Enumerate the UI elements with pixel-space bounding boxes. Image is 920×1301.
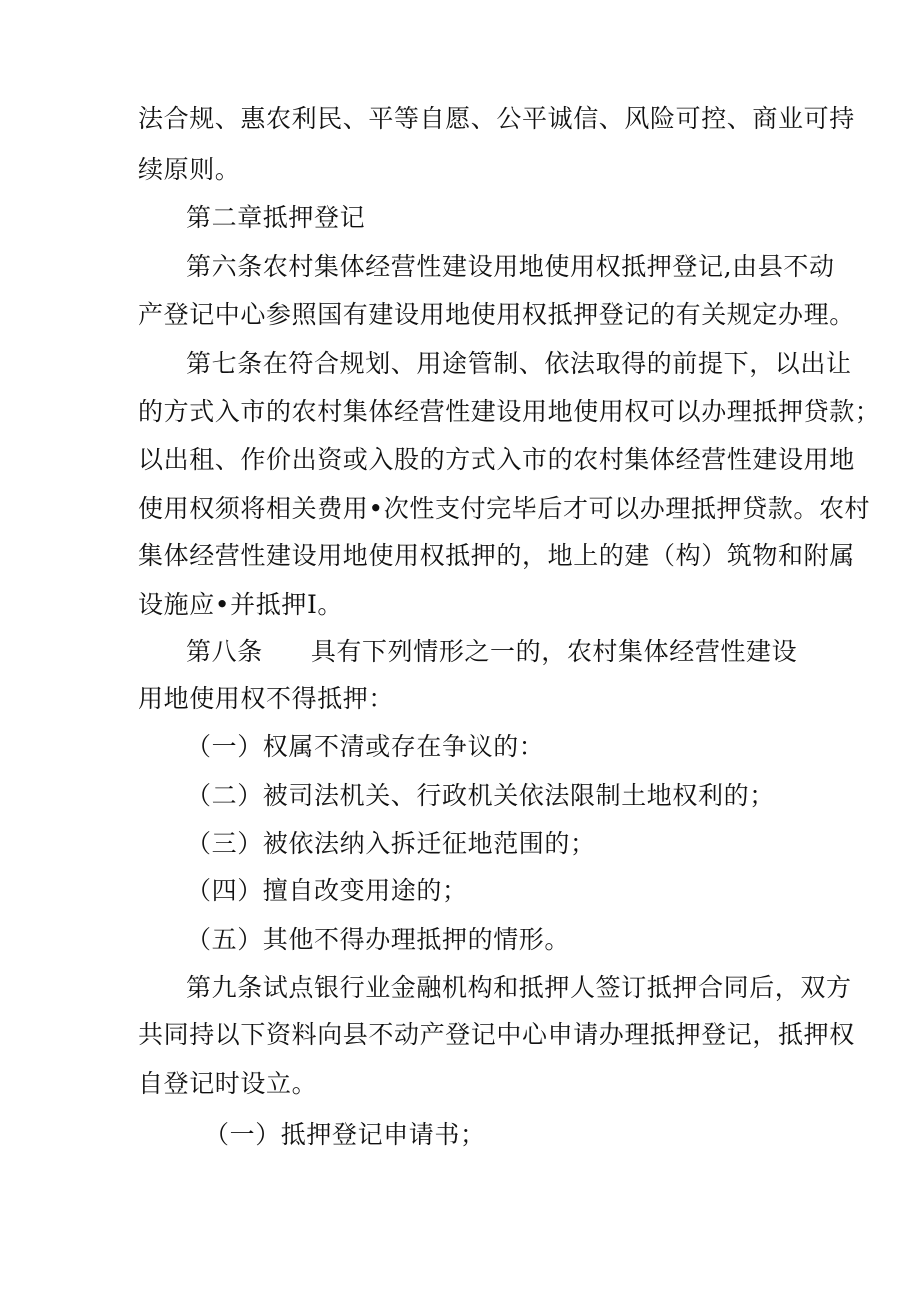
text-line: 使用权须将相关费用•次性支付完毕后才可以办理抵押贷款。农村: [138, 494, 871, 523]
article-9-line: 第九条试点银行业金融机构和抵押人签订抵押合同后，双方: [186, 973, 852, 1002]
text-line: 产登记中心参照国有建设用地使用权抵押登记的有关规定办理。: [138, 300, 855, 329]
list-item: （三）被依法纳入拆迁征地范围的；: [186, 829, 596, 858]
article-8-text: 具有下列情形之一的，农村集体经营性建设: [310, 637, 798, 666]
text-line: 续原则。: [138, 155, 241, 184]
text-line: 用地使用权不得抵押：: [138, 684, 395, 713]
list-item: （一）权属不清或存在争议的：: [186, 732, 545, 761]
text-line: 自登记时设立。: [138, 1069, 318, 1098]
article-6-line: 第六条农村集体经营性建设用地使用权抵押登记,由县不动: [186, 252, 835, 281]
text-line: 集体经营性建设用地使用权抵押的，地上的建（构）筑物和附属: [138, 541, 855, 570]
text-line: 法合规、惠农利民、平等自愿、公平诚信、风险可控、商业可持: [138, 104, 855, 133]
text-line: 共同持以下资料向县不动产登记中心申请办理抵押登记，抵押权: [138, 1020, 855, 1049]
chapter-heading: 第二章抵押登记: [186, 203, 366, 232]
text-line: 设施应•并抵押I。: [138, 590, 344, 619]
list-item: （四）擅自改变用途的；: [186, 876, 468, 905]
article-7-line: 第七条在符合规划、用途管制、依法取得的前提下，以出让: [186, 349, 852, 378]
list-item: （一）抵押登记申请书；: [204, 1120, 486, 1149]
article-8-line: [186, 637, 797, 667]
list-item: （二）被司法机关、行政机关依法限制土地权利的；: [186, 781, 775, 810]
text-line: 的方式入市的农村集体经营性建设用地使用权可以办理抵押贷款；: [138, 397, 881, 426]
list-item: （五）其他不得办理抵押的情形。: [186, 925, 571, 954]
article-8-label: 第八条: [186, 637, 263, 666]
text-line: 以出租、作价出资或入股的方式入市的农村集体经营性建设用地: [138, 445, 855, 474]
